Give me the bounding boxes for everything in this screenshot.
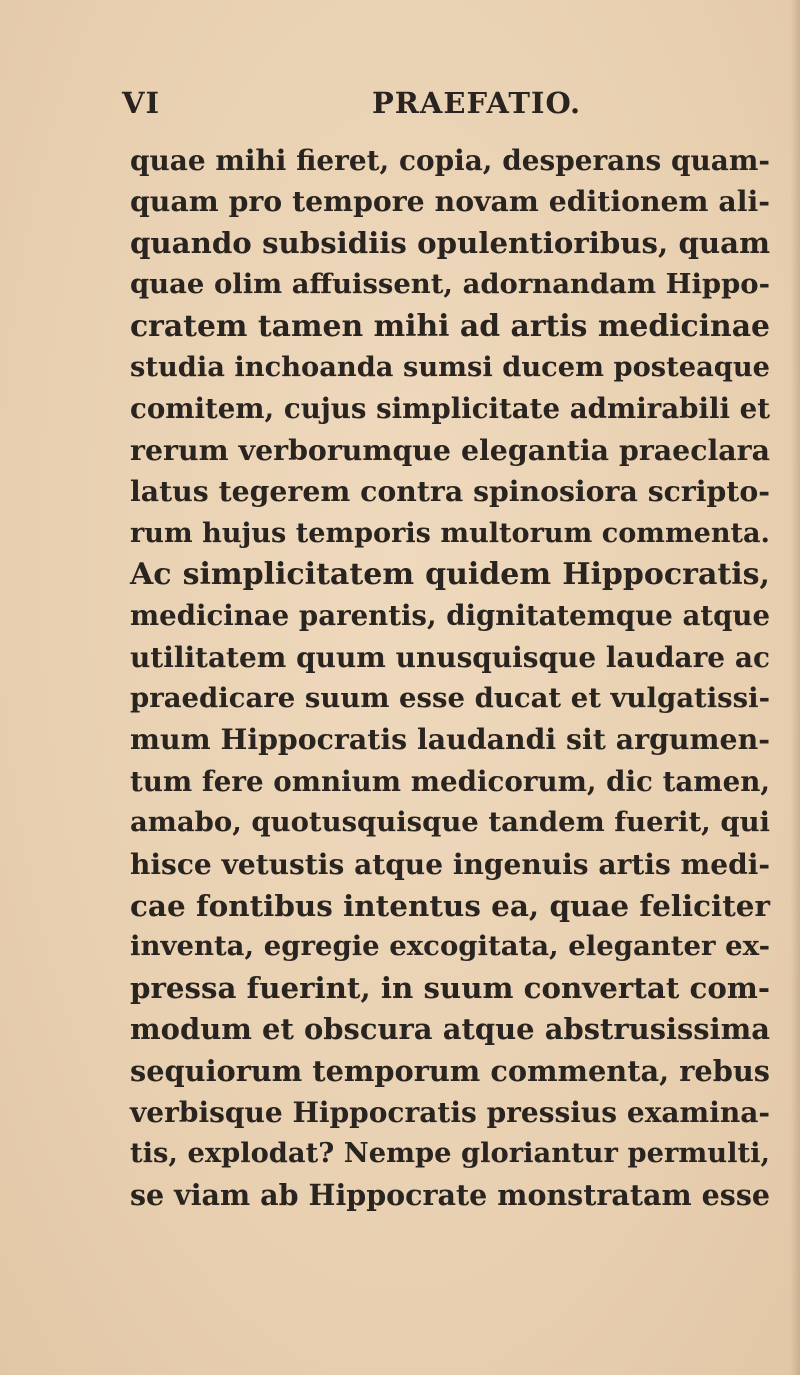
text-line: utilitatem quum unusquisque laudare ac bbox=[130, 640, 770, 674]
page-edge-shadow bbox=[790, 0, 800, 1375]
text-line: hisce vetustis atque ingenuis artis medi- bbox=[130, 847, 770, 881]
text-line: cratem tamen mihi ad artis medicinae bbox=[130, 308, 770, 344]
text-line: quae mihi fieret, copia, desperans quam- bbox=[130, 144, 770, 177]
text-line: latus tegerem contra spinosiora scripto- bbox=[130, 474, 770, 509]
body-text bbox=[130, 140, 770, 1216]
text-line: mum Hippocratis laudandi sit argumen- bbox=[130, 722, 770, 757]
text-line: quando subsidiis opulentioribus, quam bbox=[130, 225, 770, 260]
text-line: sequiorum temporum commenta, rebus bbox=[130, 1053, 770, 1088]
text-line: se viam ab Hippocrate monstratam esse bbox=[130, 1177, 770, 1212]
text-line: verbisque Hippocratis pressius examina- bbox=[130, 1095, 770, 1129]
text-line: cae fontibus intentus ea, quae feliciter bbox=[130, 888, 770, 924]
text-line: tis, explodat? Nempe gloriantur permulti, bbox=[130, 1137, 770, 1170]
page-header bbox=[0, 78, 800, 122]
text-line: modum et obscura atque abstrusissima bbox=[130, 1012, 770, 1047]
text-line: praedicare suum esse ducat et vulgatissi- bbox=[130, 682, 770, 715]
text-line: amabo, quotusquisque tandem fuerit, qui bbox=[130, 806, 770, 839]
text-line: rum hujus temporis multorum commenta. bbox=[130, 517, 770, 549]
text-line: Ac simplicitatem quidem Hippocratis, bbox=[130, 556, 770, 592]
text-line: quae olim affuissent, adornandam Hippo- bbox=[130, 268, 770, 301]
text-line: medicinae parentis, dignitatemque atque bbox=[130, 599, 770, 633]
text-line: rerum verborumque elegantia praeclara bbox=[130, 432, 770, 467]
text-line: quam pro tempore novam editionem ali- bbox=[130, 184, 770, 219]
page-number: VI bbox=[122, 86, 161, 120]
text-line: tum fere omnium medicorum, dic tamen, bbox=[130, 764, 770, 798]
text-line: pressa fuerint, in suum convertat com- bbox=[130, 970, 770, 1005]
text-line: studia inchoanda sumsi ducem posteaque bbox=[130, 350, 770, 383]
text-line: inventa, egregie excogitata, eleganter ex- bbox=[130, 930, 770, 963]
running-title: PRAEFATIO. bbox=[372, 86, 582, 120]
text-line: comitem, cujus simplicitate admirabili et bbox=[130, 392, 770, 426]
